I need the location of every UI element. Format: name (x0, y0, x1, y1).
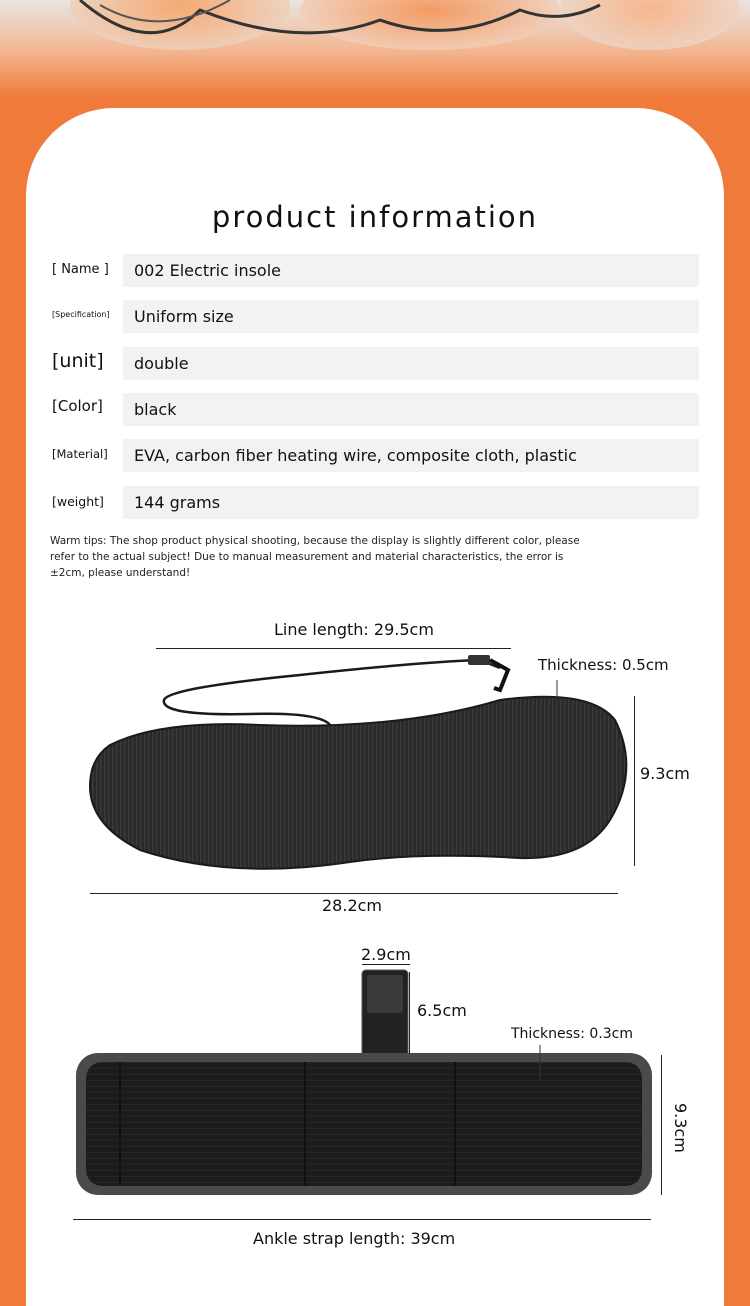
strap-tab-patch (367, 975, 403, 1013)
row-value-specification: Uniform size (123, 300, 699, 333)
strap-width-marker (661, 1055, 662, 1195)
tab-height-marker (409, 972, 410, 1054)
row-value-name: 002 Electric insole (123, 254, 699, 287)
row-value-material: EVA, carbon fiber heating wire, composite cloth, plastic (123, 439, 699, 472)
line-length-marker (156, 648, 511, 649)
row-label-weight: [weight] (52, 494, 104, 509)
insole-length-marker (90, 893, 618, 894)
line-length-label: Line length: 29.5cm (274, 620, 434, 639)
row-label-specification: [Specification] (52, 310, 110, 319)
row-label-color: [Color] (52, 397, 103, 415)
page-title: product information (211, 200, 539, 234)
row-value-unit: double (123, 347, 699, 380)
tab-width-label: 2.9cm (361, 945, 411, 964)
tab-height-label: 6.5cm (417, 1001, 467, 1020)
row-label-unit: [unit] (52, 350, 104, 372)
insole-thickness-label: Thickness: 0.5cm (538, 656, 669, 674)
strap-length-marker (73, 1219, 651, 1220)
row-label-name: [ Name ] (52, 262, 109, 277)
cable-connector (468, 655, 490, 665)
insole-length-label: 28.2cm (322, 896, 383, 915)
warm-tips: Warm tips: The shop product physical shooting, because the display is slightly different color, please refer to the actual subject! Due to manual measurement and material characteristics, the error is ±2cm, please understand! (50, 535, 580, 579)
strap-length-label: Ankle strap length: 39cm (253, 1229, 456, 1248)
row-value-weight: 144 grams (123, 486, 699, 519)
insole-image (90, 697, 626, 869)
insole-width-label: 9.3cm (640, 764, 690, 783)
row-label-material: [Material] (52, 447, 108, 461)
strap-width-label: 9.3cm (671, 1103, 690, 1153)
strap-thickness-label: Thickness: 0.3cm (511, 1026, 633, 1042)
row-value-color: black (123, 393, 699, 426)
tab-width-marker (362, 964, 410, 965)
insole-width-marker (634, 696, 635, 866)
